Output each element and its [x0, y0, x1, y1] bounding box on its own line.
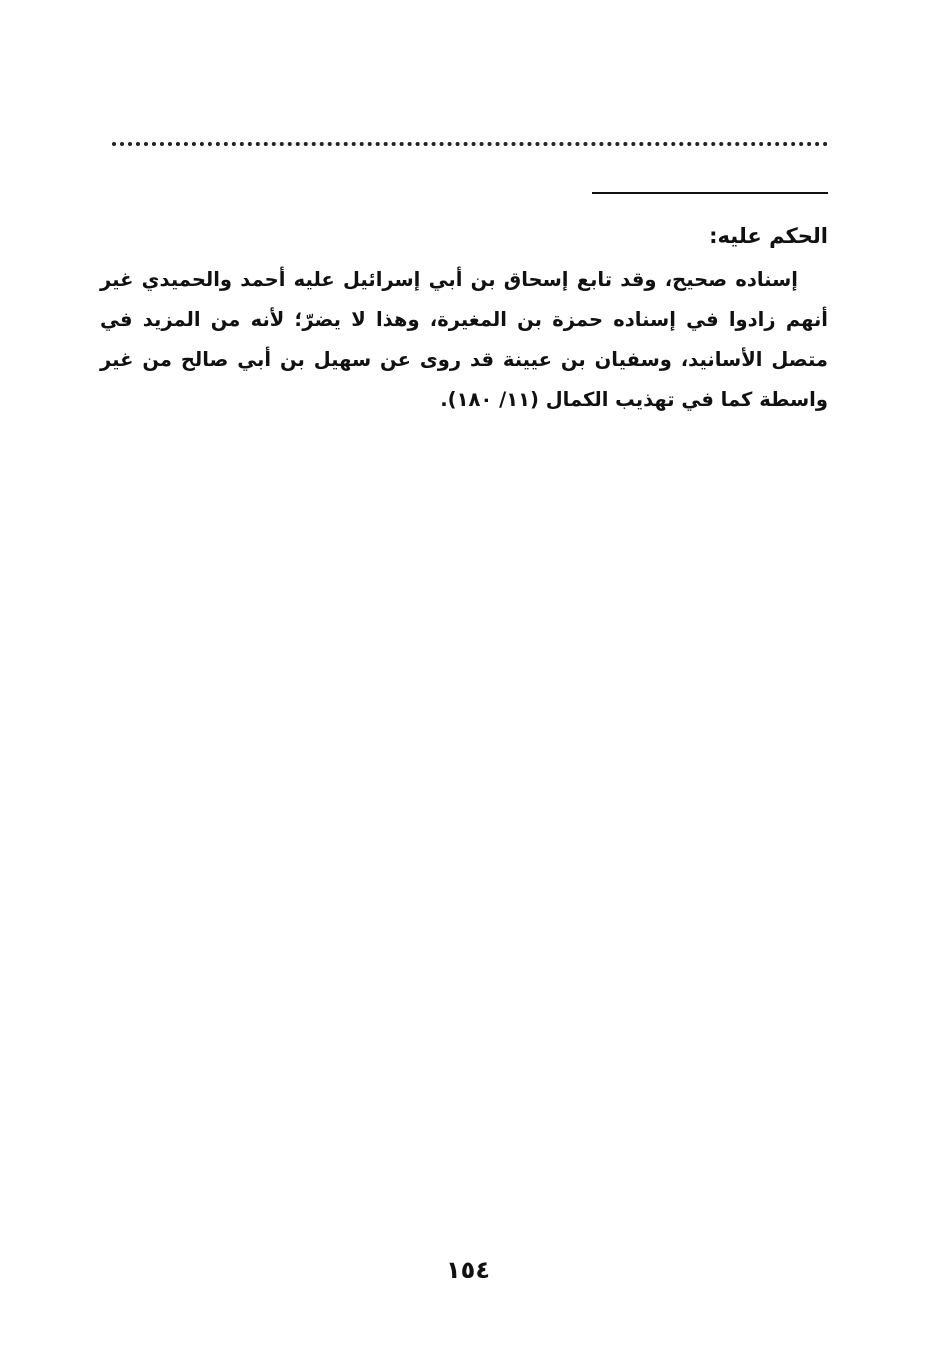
dotted-separator [112, 142, 828, 146]
footnote-rule [592, 192, 828, 194]
page-content [100, 218, 828, 420]
page-number: ١٥٤ [446, 1256, 490, 1284]
body-paragraph: إسناده صحيح، وقد تابع إسحاق بن أبي إسرائيل عليه أحمد والحميدي غير أنهم زادوا في إسناده حمزة بن المغيرة، وهذا لا يضرّ؛ لأنه من المزيد في متصل الأسانيد، وسفيان بن عيينة قد روى عن سهيل بن أبي صالح من غير واسطة كما في تهذيب الكمال (١١/ ١٨٠). [100, 268, 828, 411]
section-heading: الحكم عليه: [709, 224, 828, 248]
